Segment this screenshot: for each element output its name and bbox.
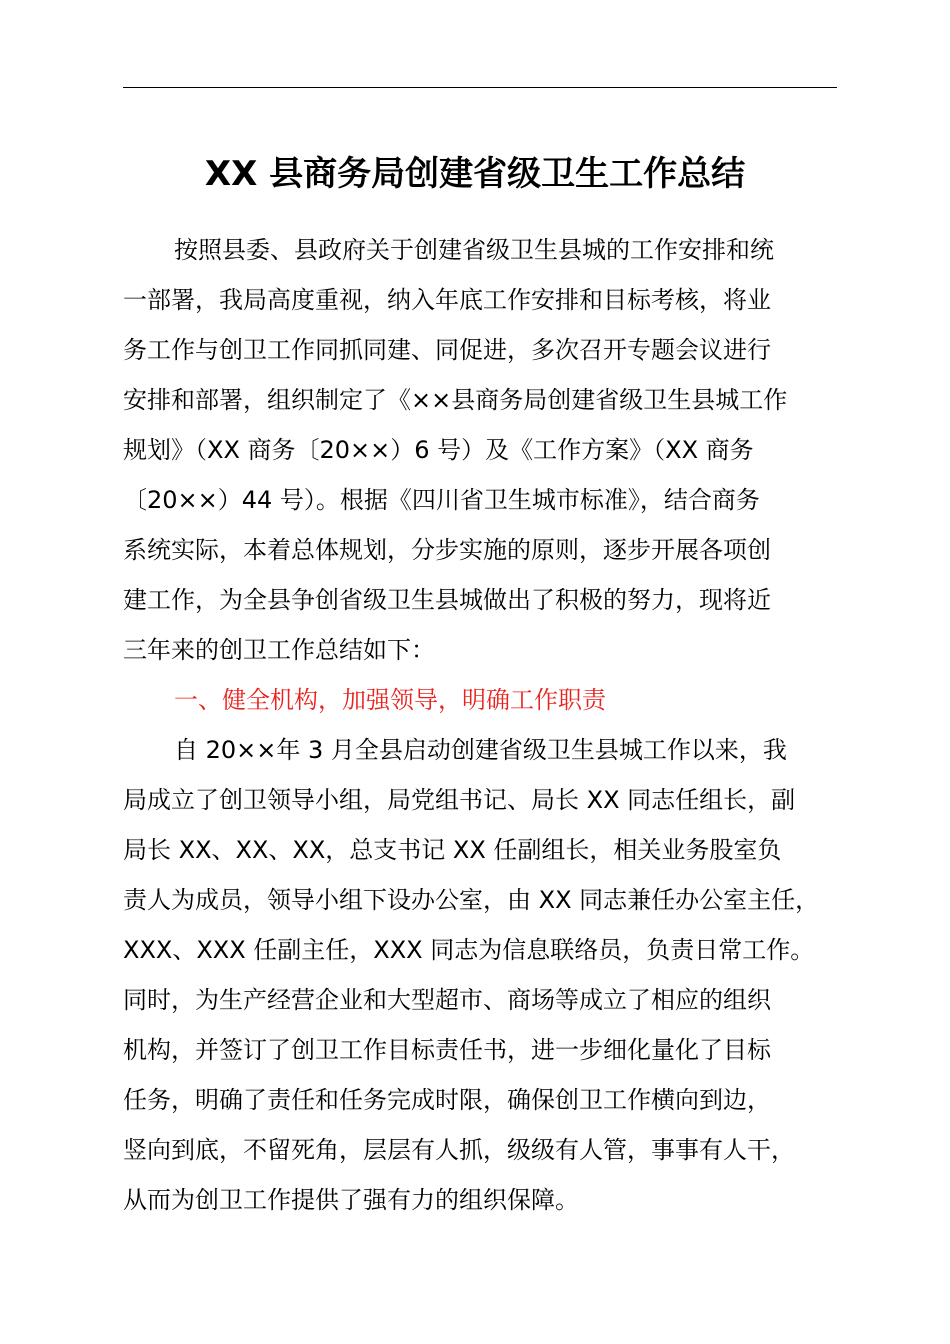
header-rule (123, 87, 837, 88)
paragraph-line: 同时，为生产经营企业和大型超市、商场等成立了相应的组织 (123, 986, 771, 1014)
paragraph-line: 〔20××）44 号）。根据《四川省卫生城市标准》，结合商务 (123, 486, 760, 514)
paragraph-line: 责人为成员，领导小组下设办公室，由 XX 同志兼任办公室主任， (123, 886, 820, 914)
document-body (123, 225, 843, 1225)
paragraph-line: 从而为创卫工作提供了强有力的组织保障。 (123, 1186, 579, 1214)
paragraph-line: 自 20××年 3 月全县启动创建省级卫生县城工作以来，我 (174, 736, 787, 764)
paragraph-line: 局成立了创卫领导小组，局党组书记、局长 XX 同志任组长，副 (123, 786, 796, 814)
paragraph-line: 任务，明确了责任和任务完成时限，确保创卫工作横向到边， (123, 1086, 771, 1114)
paragraph-line: 务工作与创卫工作同抓同建、同促进，多次召开专题会议进行 (123, 336, 771, 364)
paragraph-line: 按照县委、县政府关于创建省级卫生县城的工作安排和统 (174, 236, 774, 264)
section-heading: 一、健全机构，加强领导，明确工作职责 (174, 686, 606, 714)
paragraph-line: 三年来的创卫工作总结如下： (123, 636, 435, 664)
paragraph-line: 规划》（XX 商务〔20××）6 号）及《工作方案》（XX 商务 (123, 436, 754, 464)
paragraph-line: 系统实际，本着总体规划，分步实施的原则，逐步开展各项创 (123, 536, 771, 564)
paragraph-line: XXX、XXX 任副主任，XXX 同志为信息联络员，负责日常工作。 (123, 936, 815, 964)
paragraph-line: 局长 XX、XX、XX，总支书记 XX 任副组长，相关业务股室负 (123, 836, 782, 864)
paragraph-line: 一部署，我局高度重视，纳入年底工作安排和目标考核，将业 (123, 286, 771, 314)
paragraph-line: 建工作，为全县争创省级卫生县城做出了积极的努力，现将近 (123, 586, 771, 614)
document-title: XX 县商务局创建省级卫生工作总结 (204, 154, 746, 194)
paragraph-line: 安排和部署，组织制定了《××县商务局创建省级卫生县城工作 (123, 386, 788, 414)
paragraph-line: 机构，并签订了创卫工作目标责任书，进一步细化量化了目标 (123, 1036, 771, 1064)
paragraph-line: 竖向到底，不留死角，层层有人抓，级级有人管，事事有人干， (123, 1136, 795, 1164)
